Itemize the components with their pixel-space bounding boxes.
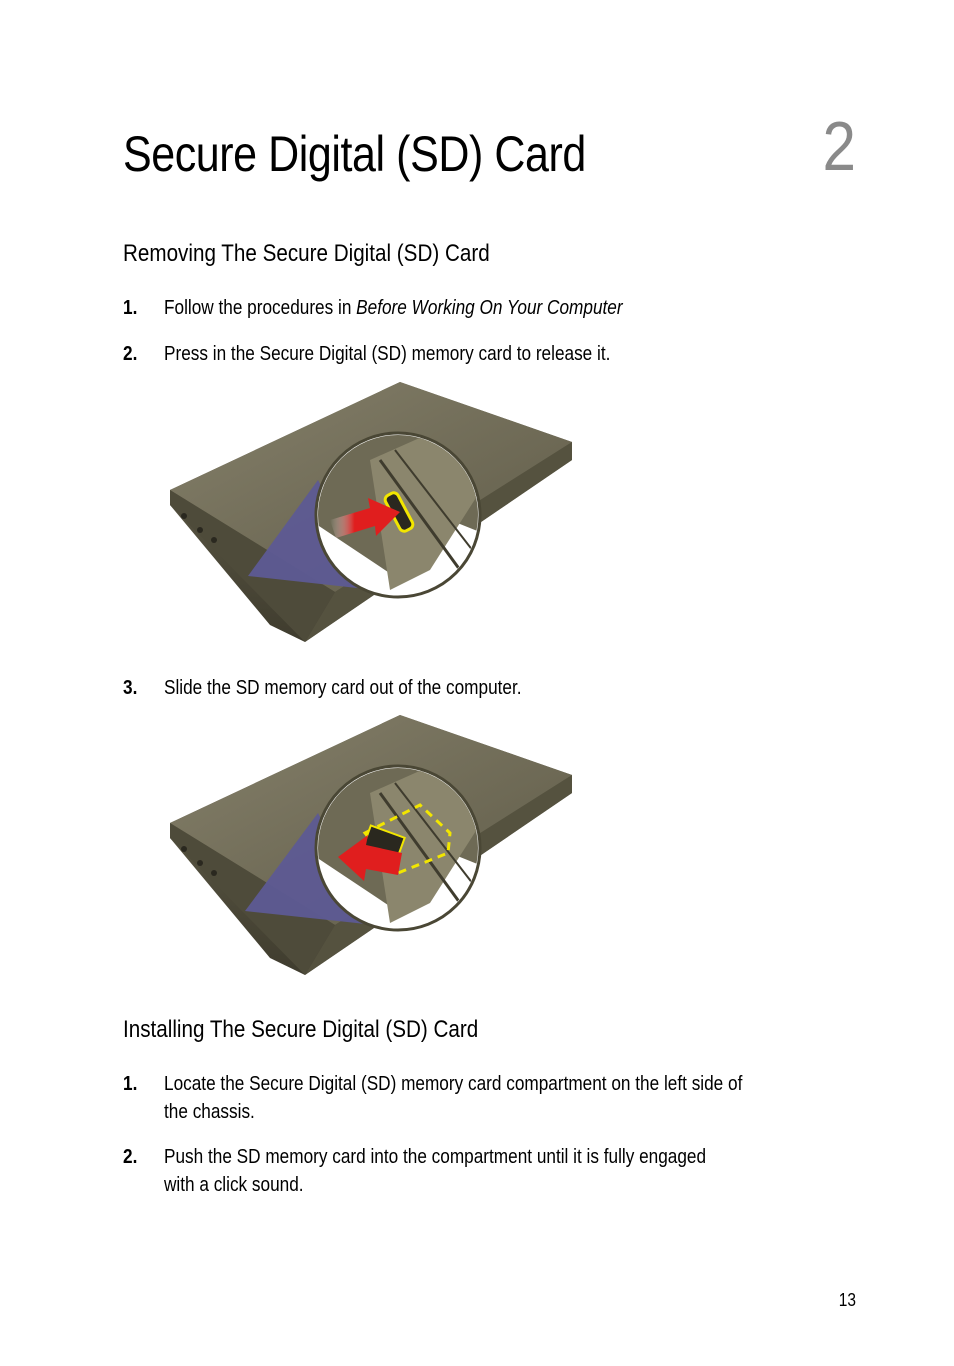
press-sd-card-illustration — [170, 380, 580, 645]
chapter-title: Secure Digital (SD) Card — [123, 126, 586, 182]
step-text-line-2: with a click sound. — [164, 1174, 304, 1196]
step-text — [164, 1143, 852, 1199]
step-text — [164, 294, 852, 322]
slide-out-sd-card-illustration — [170, 713, 580, 978]
step-text-line-1: Push the SD memory card into the compartment until it is fully engaged — [164, 1146, 707, 1168]
step-text-line-2: the chassis. — [164, 1101, 255, 1123]
section-heading-installing: Installing The Secure Digital (SD) Card — [123, 1016, 479, 1043]
step-text — [164, 1070, 852, 1126]
chapter-number: 2 — [822, 107, 856, 185]
step-number: 2. — [123, 1146, 138, 1168]
step-text-prefix: Follow the procedures in — [164, 297, 357, 319]
before-working-link[interactable]: Before Working On Your Computer — [356, 297, 623, 319]
step-text-line-1: Locate the Secure Digital (SD) memory card compartment on the left side of — [164, 1073, 743, 1095]
step-number: 1. — [123, 297, 138, 319]
step-number: 1. — [123, 1073, 138, 1095]
step-number: 2. — [123, 343, 138, 365]
page-number: 13 — [838, 1290, 856, 1310]
step-text: Press in the Secure Digital (SD) memory card to release it. — [164, 343, 611, 365]
step-text: Slide the SD memory card out of the computer. — [164, 677, 522, 699]
step-number: 3. — [123, 677, 138, 699]
section-heading-removing: Removing The Secure Digital (SD) Card — [123, 240, 490, 267]
